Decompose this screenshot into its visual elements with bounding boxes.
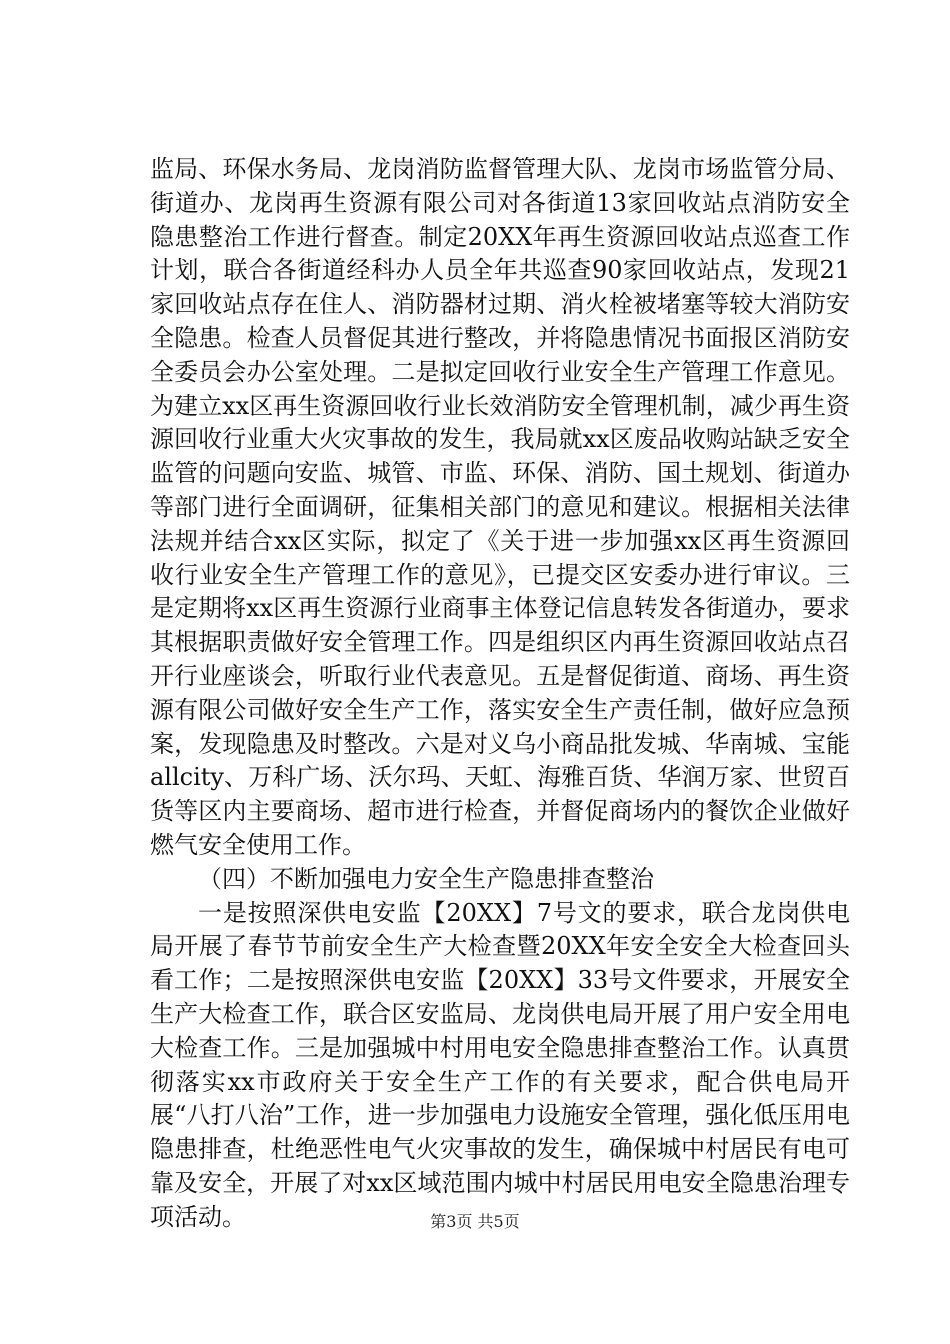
- section-heading-4: （四）不断加强电力安全生产隐患排查整治: [198, 864, 654, 893]
- page-number-footer: 第3页 共5页: [430, 1212, 520, 1231]
- paragraph-body-2: 一是按照深供电安监【20XX】7号文的要求，联合龙岗供电局开展了春节节前安全生产大检查暨20XX年安全安全大检查回头看工作；二是按照深供电安监【20XX】33号文件要求，开展安全生产大检查工作，联合区安监局、龙岗供电局开展了用户安全用电大检查工作。三是加强城中村用电安全隐患排查整治工作。认真贯彻落实xx市政府关于安全生产工作的有关要求，配合供电局开展“八打八治”工作，进一步加强电力设施安全管理，强化低压用电隐患排查，杜绝恶性电气火灾事故的发生，确保城中村居民有电可靠及安全，开展了对xx区域范围内城中村居民用电安全隐患治理专项活动。: [150, 898, 850, 1231]
- paragraph-body-1: 监局、环保水务局、龙岗消防监督管理大队、龙岗市场监管分局、街道办、龙岗再生资源有限公司对各街道13家回收站点消防安全隐患整治工作进行督查。制定20XX年再生资源回收站点巡查工作计划，联合各街道经科办人员全年共巡查90家回收站点，发现21家回收站点存在住人、消防器材过期、消火栓被堵塞等较大消防安全隐患。检查人员督促其进行整改，并将隐患情况书面报区消防安全委员会办公室处理。二是拟定回收行业安全生产管理工作意见。为建立xx区再生资源回收行业长效消防安全管理机制，减少再生资源回收行业重大火灾事故的发生，我局就xx区废品收购站缺乏安全监管的问题向安监、城管、市监、环保、消防、国土规划、街道办等部门进行全面调研，征集相关部门的意见和建议。根据相关法律法规并结合xx区实际，拟定了《关于进一步加强xx区再生资源回收行业安全生产管理工作的意见》，已提交区安委办进行审议。三是定期将xx区再生资源行业商事主体登记信息转发各街道办，要求其根据职责做好安全管理工作。四是组织区内再生资源回收站点召开行业座谈会，听取行业代表意见。五是督促街道、商场、再生资源有限公司做好安全生产工作，落实安全生产责任制，做好应急预案，发现隐患及时整改。六是对义乌小商品批发城、华南城、宝能allcity、万科广场、沃尔玛、天虹、海雅百货、华润万家、世贸百货等区内主要商场、超市进行检查，并督促商场内的餐饮企业做好燃气安全使用工作。: [150, 155, 850, 859]
- document-body: [150, 153, 850, 1235]
